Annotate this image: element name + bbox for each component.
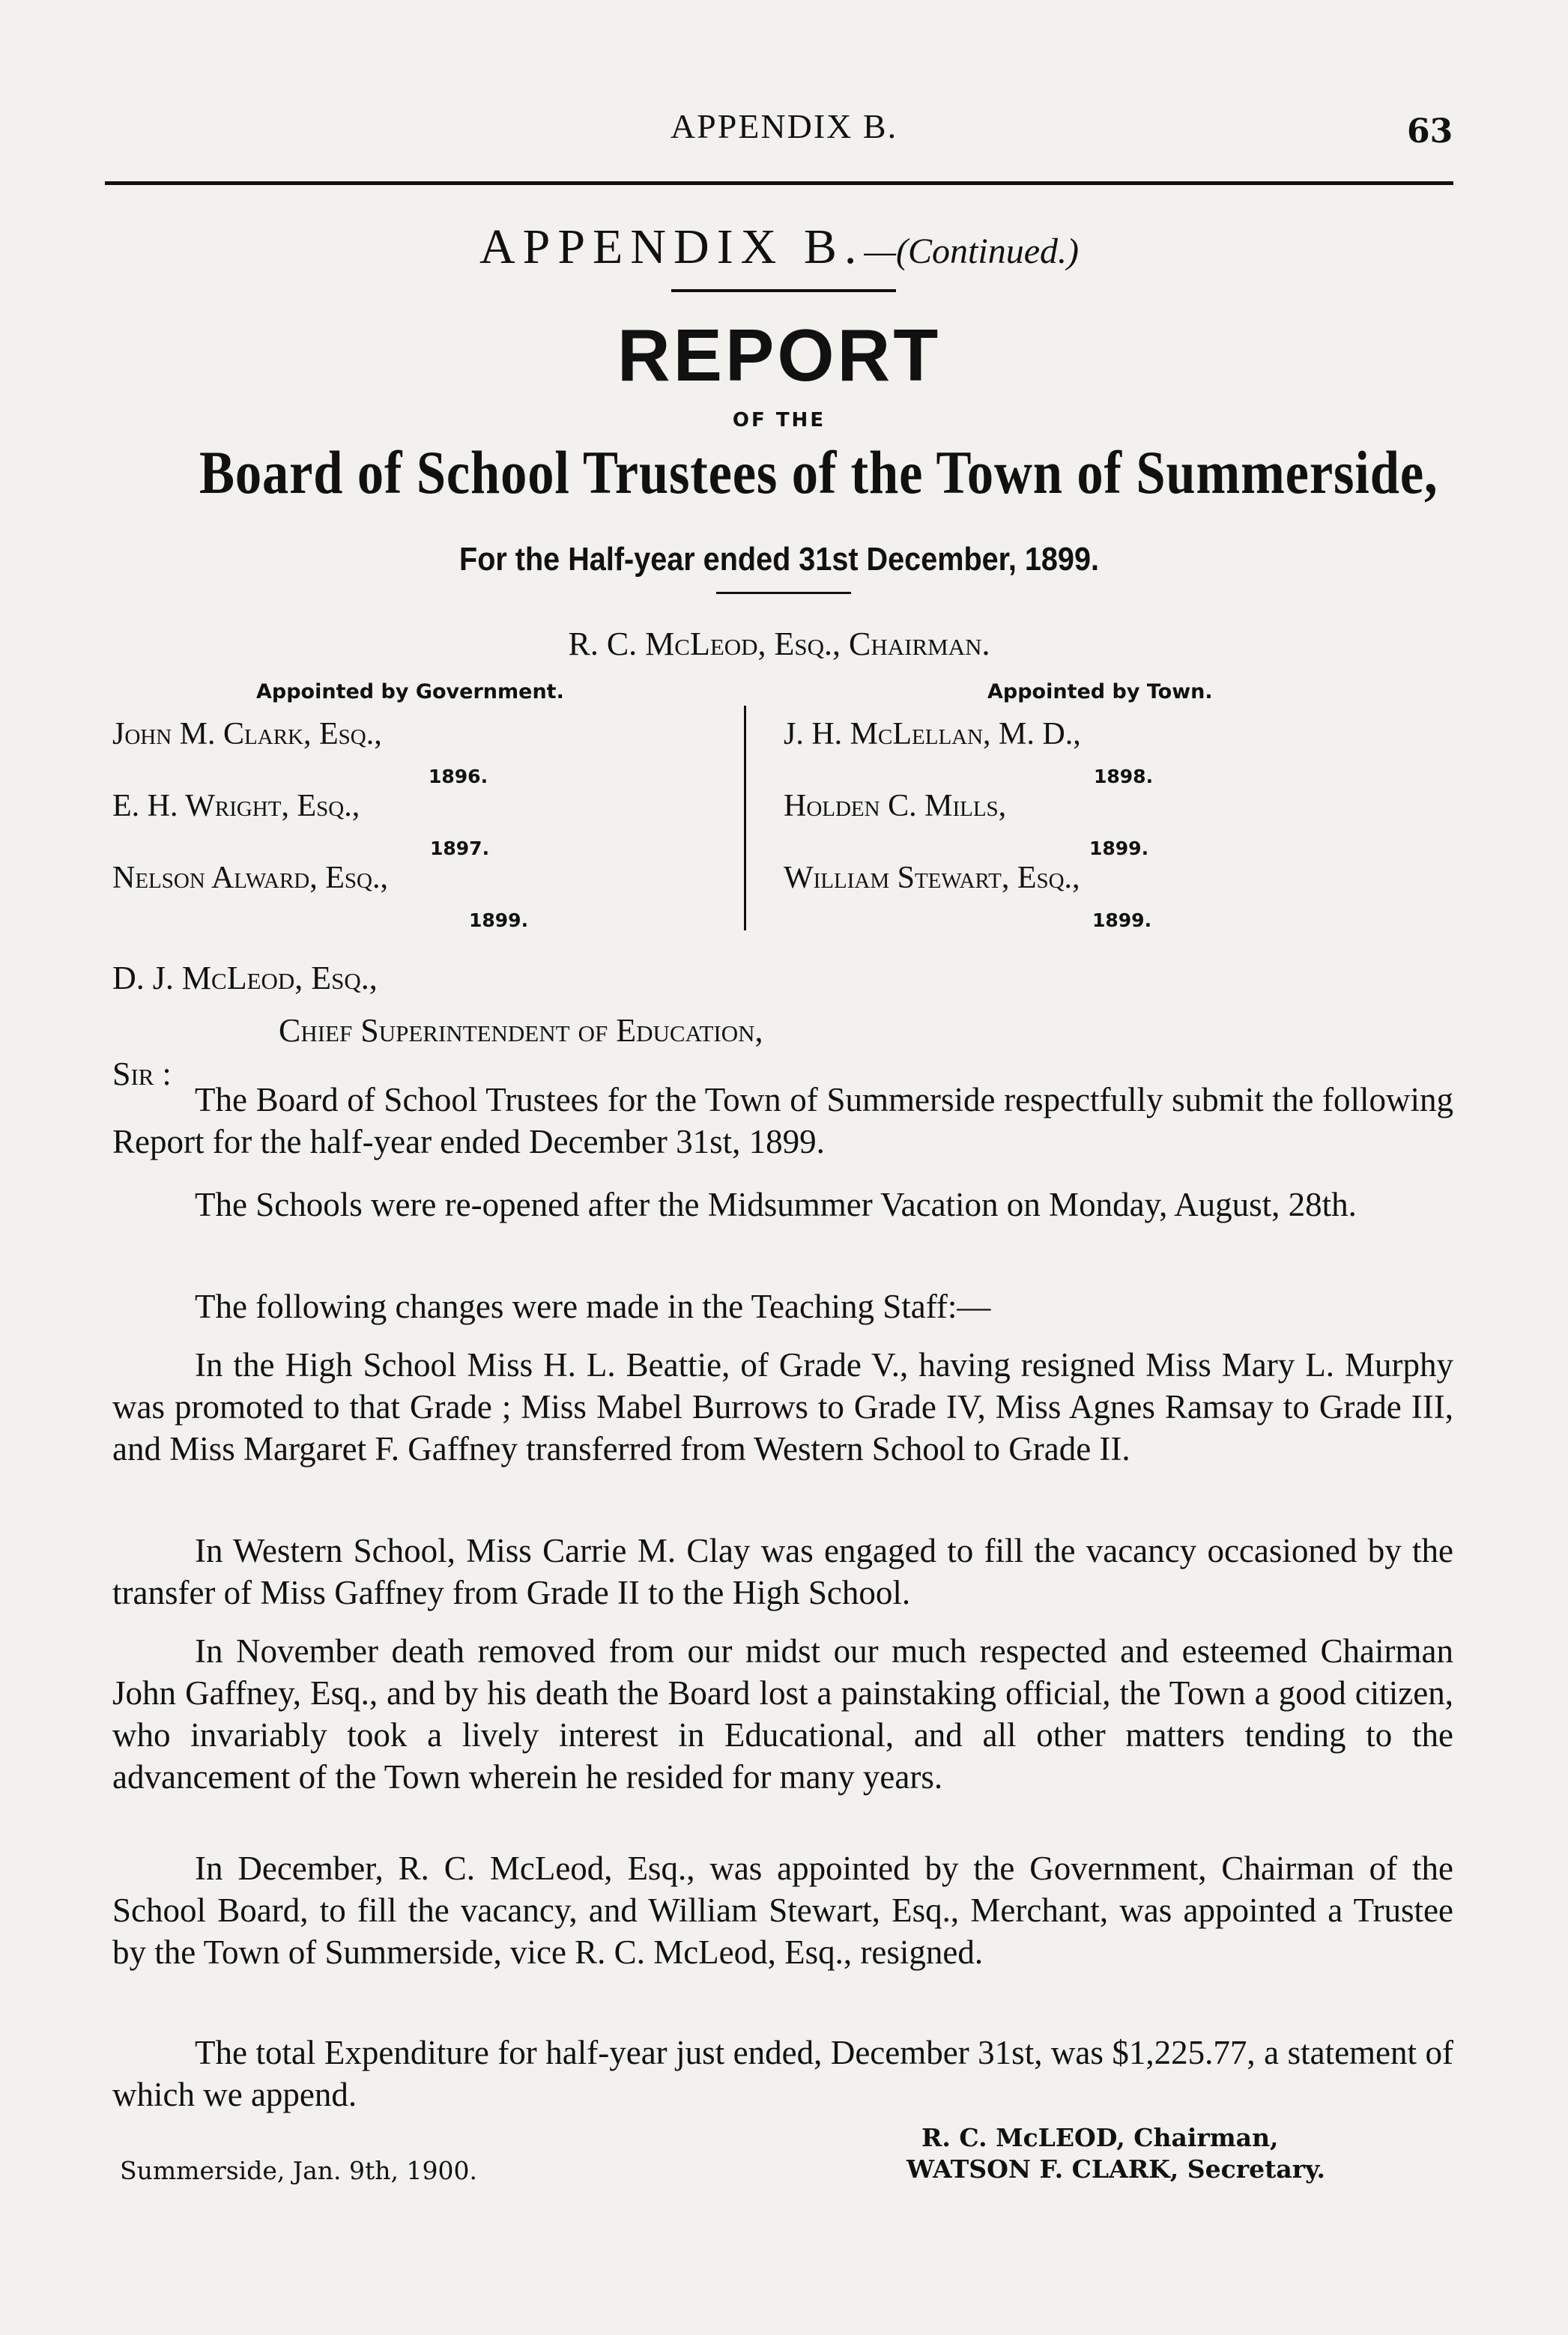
body-paragraph: In November death removed from our midst our much respected and esteemed Chairman John Gaffney, Esq., and by his death the Board lost a painstaking official, the Town a good citizen, who invariably took a lively interest in Educational, and all other matters tending to the advancement of the Town wherein he resided for many years. (112, 1632, 1453, 1796)
body-paragraph: The Board of School Trustees for the Town of Summerside respectfully submit the following Report for the half-year ended December 31st, 1899. (112, 1081, 1453, 1160)
period-subtitle: For the Half-year ended 31st December, 1899. (459, 541, 1099, 578)
signature-secretary: WATSON F. CLARK, Secretary. (906, 2154, 1325, 2184)
appointment-year: 1896. (429, 766, 488, 787)
signature-chairman: R. C. McLEOD, Chairman, (921, 2123, 1279, 2152)
government-trustee: E. H. Wright, Esq., (112, 789, 360, 823)
report-heading: REPORT (617, 314, 942, 396)
chairman-line: R. C. McLeod, Esq., Chairman. (568, 626, 990, 662)
body-paragraph: In Western School, Miss Carrie M. Clay was engaged to fill the vacancy occasioned by the transfer of Miss Gaffney from Grade II to the High School. (112, 1532, 1453, 1611)
continued-label: —(Continued.) (864, 231, 1080, 271)
header-rule (105, 181, 1453, 185)
body-paragraph: The Schools were re-opened after the Midsummer Vacation on Monday, August, 28th. (195, 1186, 1357, 1223)
appointment-year: 1899. (1092, 909, 1152, 931)
body-paragraph: In December, R. C. McLeod, Esq., was appointed by the Government, Chairman of the School Board, to fill the vacancy, and William Stewart, Esq., Merchant, was appointed a Trustee by the Town of Summerside, vice R. C. McLeod, Esq., resigned. (112, 1850, 1453, 1971)
government-heading: Appointed by Government. (256, 680, 564, 703)
appointment-year: 1897. (430, 838, 490, 859)
appendix-title (105, 219, 1453, 276)
column-divider (744, 706, 746, 930)
government-trustee: John M. Clark, Esq., (112, 717, 382, 751)
title-divider (671, 289, 896, 292)
running-head: APPENDIX B. (670, 107, 898, 145)
town-trustee: Holden C. Mills, (784, 789, 1007, 823)
salutation: Sir : (112, 1056, 172, 1092)
of-the-label: OF THE (732, 409, 826, 431)
town-trustee: J. H. McLellan, M. D., (784, 717, 1081, 751)
body-paragraph: The total Expenditure for half-year just ended, December 31st, was $1,225.77, a statement of which we append. (112, 2034, 1453, 2113)
page-number: 63 (1407, 112, 1453, 151)
government-trustee: Nelson Alward, Esq., (112, 861, 388, 895)
appointment-year: 1899. (1089, 838, 1149, 859)
body-paragraph: The following changes were made in the Teaching Staff:— (195, 1288, 991, 1325)
appendix-label: APPENDIX B. (479, 219, 865, 274)
town-heading: Appointed by Town. (987, 680, 1213, 703)
period-divider (716, 592, 851, 594)
appointment-year: 1898. (1094, 766, 1154, 787)
addressee: D. J. McLeod, Esq., (112, 960, 378, 996)
body-paragraph: In the High School Miss H. L. Beattie, of Grade V., having resigned Miss Mary L. Murphy was promoted to that Grade ; Miss Mabel Burrows to Grade IV, Miss Agnes Ramsay to Grade III, and Miss Margaret F. Gaffney transferred from Western School to Grade II. (112, 1346, 1453, 1468)
addressee-office: Chief Superintendent of Education, (279, 1012, 763, 1049)
appointment-year: 1899. (469, 909, 529, 931)
place-date: Summerside, Jan. 9th, 1900. (120, 2156, 477, 2185)
town-trustee: William Stewart, Esq., (784, 861, 1080, 895)
board-title: Board of School Trustees of the Town of Summerside, (199, 438, 1438, 506)
